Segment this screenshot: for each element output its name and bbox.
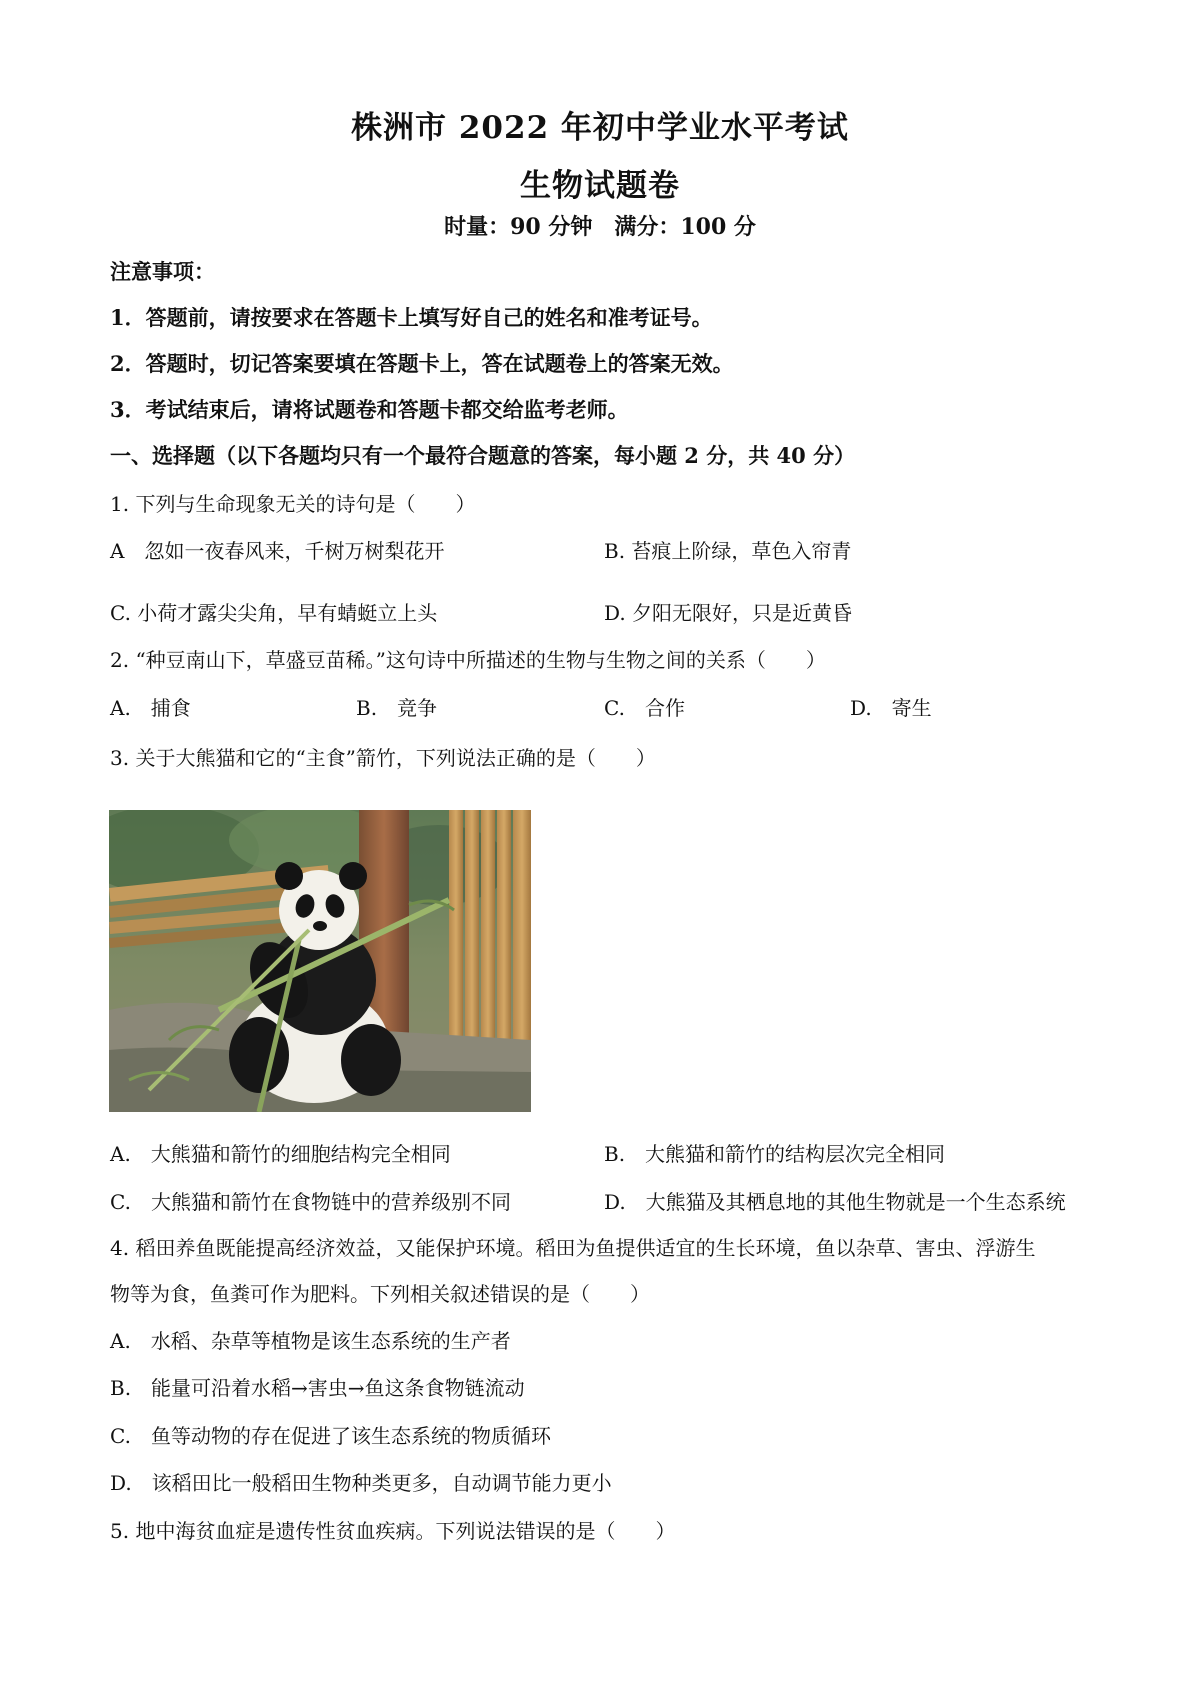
note-item-3: 3．考试结束后，请将试题卷和答题卡都交给监考老师。 (110, 397, 629, 422)
question-3-stem: 3. 关于大熊猫和它的“主食”箭竹，下列说法正确的是（ ） (110, 746, 656, 770)
exam-subtitle: 生物试题卷 (520, 168, 680, 204)
time-and-score: 时量：90 分钟 满分：100 分 (444, 214, 756, 240)
question-1-option-b: B. 苔痕上阶绿，草色入帘青 (604, 539, 852, 563)
exam-title: 株洲市 2022 年初中学业水平考试 (351, 110, 849, 146)
giant-panda-eating-bamboo-photo (109, 810, 531, 1112)
question-1-option-a: A 忽如一夜春风来，千树万树梨花开 (110, 539, 445, 563)
note-item-1: 1．答题前，请按要求在答题卡上填写好自己的姓名和准考证号。 (110, 305, 713, 330)
question-4-option-c: C. 鱼等动物的存在促进了该生态系统的物质循环 (110, 1424, 551, 1448)
question-2-stem: 2. “种豆南山下，草盛豆苗稀。”这句诗中所描述的生物与生物之间的关系（ ） (110, 648, 826, 672)
question-5-stem: 5. 地中海贫血症是遗传性贫血疾病。下列说法错误的是（ ） (110, 1519, 676, 1543)
question-4-option-a: A. 水稻、杂草等植物是该生态系统的生产者 (110, 1329, 511, 1353)
question-3-option-d: D. 大熊猫及其栖息地的其他生物就是一个生态系统 (604, 1190, 1066, 1214)
question-4-option-d: D. 该稻田比一般稻田生物种类更多，自动调节能力更小 (110, 1471, 612, 1495)
question-3-option-c: C. 大熊猫和箭竹在食物链中的营养级别不同 (110, 1190, 511, 1214)
question-2-option-c: C. 合作 (604, 696, 685, 720)
question-2-option-a: A. 捕食 (110, 696, 191, 720)
question-2-option-d: D. 寄生 (850, 696, 932, 720)
question-3-option-b: B. 大熊猫和箭竹的结构层次完全相同 (604, 1142, 946, 1166)
section-heading: 一、选择题（以下各题均只有一个最符合题意的答案，每小题 2 分，共 40 分） (110, 443, 856, 468)
question-4-option-b: B. 能量可沿着水稻→害虫→鱼这条食物链流动 (110, 1376, 525, 1400)
question-1-option-d: D. 夕阳无限好，只是近黄昏 (604, 601, 853, 625)
question-1-option-c: C. 小荷才露尖尖角，早有蜻蜓立上头 (110, 601, 438, 625)
question-4-stem-line-2: 物等为食，鱼粪可作为肥料。下列相关叙述错误的是（ ） (110, 1282, 650, 1306)
notes-heading: 注意事项： (110, 259, 215, 284)
question-2-option-b: B. 竞争 (356, 696, 438, 720)
panda-photo (109, 810, 531, 1112)
note-item-2: 2．答题时，切记答案要填在答题卡上，答在试题卷上的答案无效。 (110, 351, 734, 376)
question-1-stem: 1. 下列与生命现象无关的诗句是（ ） (110, 492, 476, 516)
question-4-stem-line-1: 4. 稻田养鱼既能提高经济效益，又能保护环境。稻田为鱼提供适宜的生长环境，鱼以杂草、害虫、浮游生 (110, 1236, 1036, 1260)
question-3-option-a: A. 大熊猫和箭竹的细胞结构完全相同 (110, 1142, 451, 1166)
